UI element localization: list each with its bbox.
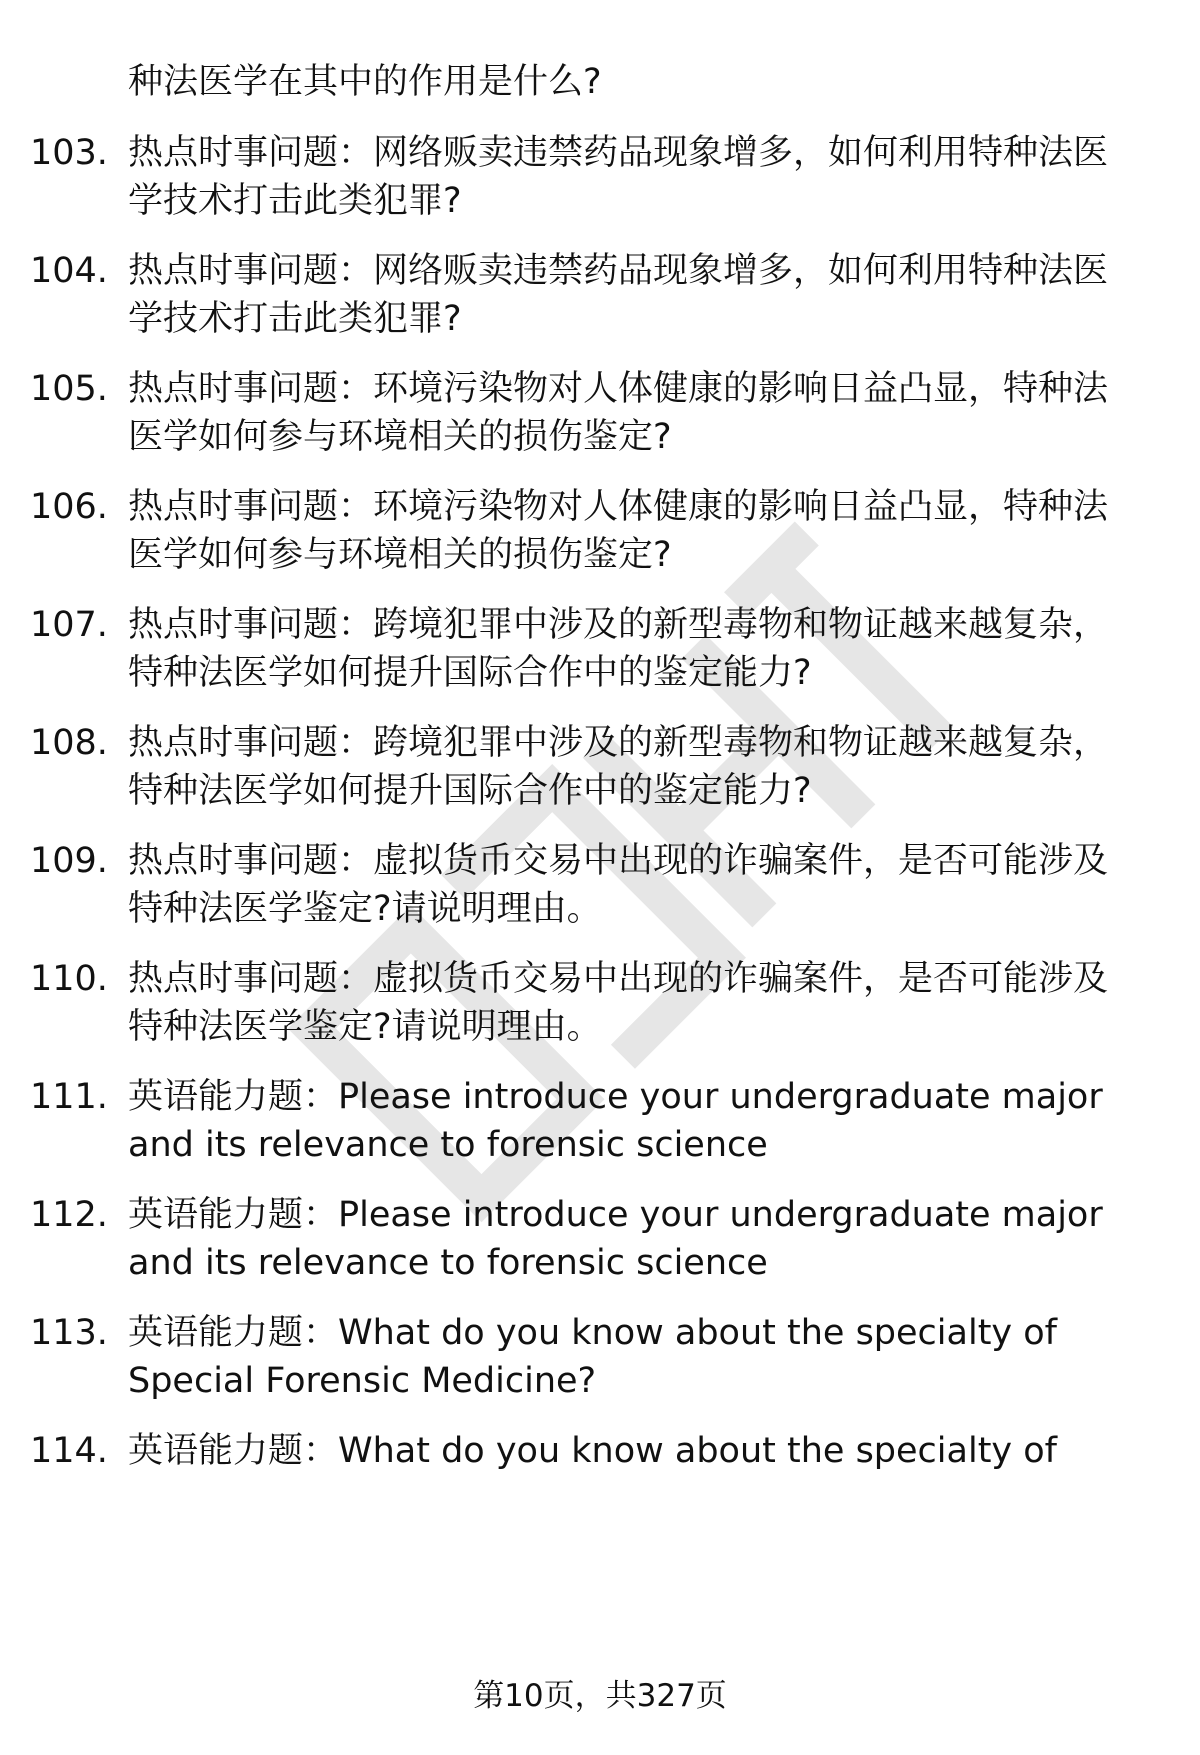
item-number: 111. [30,1077,108,1117]
item-number: 106. [30,487,108,527]
page-footer: 第10页，共327页 [473,1678,727,1714]
item-number: 104. [30,251,108,291]
item-text: 热点时事问题：跨境犯罪中涉及的新型毒物和物证越来越复杂， 特种法医学如何提升国际合作中的鉴定能力? [128,605,1109,693]
item-number: 108. [30,723,108,763]
item-number: 109. [30,841,108,881]
item-number: 112. [30,1195,108,1235]
item-text: 热点时事问题：虚拟货币交易中出现的诈骗案件，是否可能涉及 特种法医学鉴定?请说明理由。 [128,841,1109,929]
item-text: 热点时事问题：环境污染物对人体健康的影响日益凸显，特种法 医学如何参与环境相关的损伤鉴定? [128,487,1109,575]
item-text: 热点时事问题：环境污染物对人体健康的影响日益凸显，特种法 医学如何参与环境相关的损伤鉴定? [128,369,1109,457]
item-text: 热点时事问题：虚拟货币交易中出现的诈骗案件，是否可能涉及 特种法医学鉴定?请说明理由。 [128,959,1109,1047]
item-text: 热点时事问题：网络贩卖违禁药品现象增多，如何利用特种法医 学技术打击此类犯罪? [128,133,1109,221]
item-number: 103. [30,133,108,173]
item-text: 热点时事问题：跨境犯罪中涉及的新型毒物和物证越来越复杂， 特种法医学如何提升国际合作中的鉴定能力? [128,723,1109,811]
continued-question-line: 种法医学在其中的作用是什么? [128,62,602,102]
item-number: 114. [30,1431,108,1471]
item-number: 107. [30,605,108,645]
item-text: 英语能力题：What do you know about the specialty of Special Forensic Medicine? [128,1313,1057,1401]
item-number: 105. [30,369,108,409]
item-number: 113. [30,1313,108,1353]
item-text: 英语能力题：Please introduce your undergraduate major and its relevance to forensic science [128,1077,1103,1165]
item-number: 110. [30,959,108,999]
item-text: 英语能力题：Please introduce your undergraduate major and its relevance to forensic science [128,1195,1103,1283]
item-text: 热点时事问题：网络贩卖违禁药品现象增多，如何利用特种法医 学技术打击此类犯罪? [128,251,1109,339]
item-text: 英语能力题：What do you know about the specialty of [128,1431,1057,1471]
